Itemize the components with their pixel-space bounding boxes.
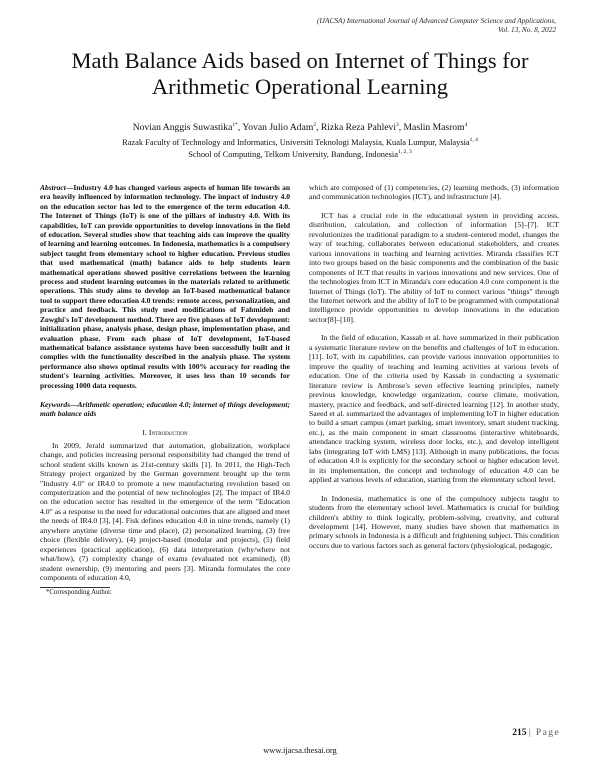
abstract-text: Industry 4.0 has changed various aspects of human life towards an era heavily influenced by information technology. The impact of industry 4.0 on the education sector has led to the emergence of the term education 4.0. The Internet of Things (IoT) is one of the pillars of industry 4.0. With its capabilities, IoT can provide opportunities to develop innovations in the field of education. Several studies show that teaching aids can improve the quality of learning and learning outcomes. In Indonesia, mathematics is a compulsory subject taught from elementary school to higher education. Previous studies that used mathematical (math) balance aids to help students learn mathematical operations showed positive correlations between the learning process and student learning outcomes in the materials related to arithmetic operations. This study aims to develop an IoT-based mathematical balance tool to support three education 4.0 trends: remote access, personalization, and practice and feedback. This study used modifications of Fahmideh and Zowghi's IoT development method. There are five phases of IoT development: initialization phase, analysis phase, design phase, implementation phase, and evaluation phase. From each phase of IoT development, IoT-based mathematical balance assistance systems have been successfully built and it complies with the functionality described in the analysis phase. The system performance also shows optimal results with 100% accuracy for reading the student's learning activities. Moreover, it uses less than 10 seconds for processing 1000 data requests.: [40, 183, 290, 390]
page-number-value: 215: [512, 728, 527, 738]
body-paragraph: In the field of education, Kassab et al. have summarized in their publication a systematic literature review on the benefits and challenges of IoT in education. [11]. IoT, with its capabilities, can provide various innovation opportunities to improve the quality of teaching and learning activities at various levels of education. One of the criteria used by Kassab in conducting a systematic literature review is Ambrose's seven effective learning principles, namely previous knowledge, knowledge organization, course climate, motivation, mastery, practice and feedback, and self-directed learning [12]. In another study, Saeed et al. summarized the advantages of implementing IoT in higher education to build a smart campus (smart parking, smart inventory, smart student tracking, etc.), as the main component in smart classrooms (interactive whiteboards, attendance tracking system, wireless door locks, etc.), and develop intelligent labs (integrating IoT with LMS) [13]. Although in many publications, the focus of education 4.0 is explicitly for the secondary school or higher education level, in its implementation, the concept and technology of education 4.0 can be applied at various levels of education, starting from the elementary school level.: [309, 333, 559, 485]
affiliation-line: Razak Faculty of Technology and Informatics, Universiti Teknologi Malaysia, Kuala Lumpur, Malaysia$^{1, 4}$: [122, 137, 478, 147]
footnote: *Corresponding Author.: [46, 588, 112, 596]
body-paragraph: which are composed of (1) competencies, (2) learning methods, (3) information and communication technologies (ICT), and infrastructure [4].: [309, 183, 559, 202]
affiliation-line: School of Computing, Telkom University, Bandung, Indonesia$^{1, 2, 3}$: [188, 148, 412, 159]
page-number-label: | Page: [528, 728, 560, 738]
affiliations: [40, 137, 560, 160]
paper-title: [40, 48, 560, 100]
author-list: Novian Anggis Suwastika$^{1*}$, Yovan Julio Adam$^2$, Rizka Reza Pahlevi$^3$, Maslin Masrom$^4$: [132, 121, 468, 133]
body-paragraph: In Indonesia, mathematics is one of the compulsory subjects taught to students from the elementary school level. Mathematics is crucial for building children's ability to think logically, problem-solving, creativity, and cultural development [14]. However, many studies have shown that mathematics in primary schools in Indonesia is a difficult and frightening subject. This condition occurs due to various factors such as general factors (physiological, pedagogic,: [309, 493, 559, 550]
right-column: [309, 183, 559, 550]
abstract: [40, 183, 290, 390]
left-column: [40, 183, 290, 597]
footer-url: www.ijacsa.thesai.org: [263, 746, 337, 755]
author-name: Novian Anggis Suwastika: [132, 122, 233, 133]
journal-header-line1: (IJACSA) International Journal of Advanced Computer Science and Applications,: [316, 16, 556, 25]
keywords: Keywords—Arithmetic operation; education 4.0; internet of things development; math balance aids: [40, 399, 290, 419]
body-paragraph: In 2009, Jerald summarized that automation, globalization, workplace change, and policies increasing personal responsibility had changed the trend of school student skills known as 21st-century skills [1]. In 2011, the High-Tech Strategy project organized by the German government brought up the term "Industry 4.0" or IR4.0 to promote a new manufacturing revolution based on computerization and the potential of new technologies [2]. The impact of IR4.0 on the education sector has resulted in the emergence of the term "Education 4.0" as a response to the need for educational outcomes that are aligned and meet the needs of IR4.0 [3], [4]. Fisk defines education 4.0 in nine trends, namely (1) anywhere anytime (diverse time and place), (2) personalized learning, (3) free choice (flexible delivery), (4) project-based (modular and projects), (5) field experiences (practical application), (6) data interpretation (why/where not what/how), (7) complexity change of exams (evaluated not examined), (8) student ownership, (9) mentoring and peers [3]. Miranda formulates the core components of education 4.0,: [40, 440, 290, 583]
author-marker: 4: [464, 121, 468, 128]
author-marker: 3: [395, 121, 399, 128]
author-name: Yovan Julio Adam: [242, 122, 314, 133]
body-paragraph: ICT has a crucial role in the educational system in providing access, distribution, calculation, and collection of information [5]–[7]. ICT revolutionizes the traditional paradigm to a student-centered model, changes the way of teaching, collaborates between educational stakeholders, and creates various innovations in teaching and learning activities. Miranda classifies ICT into two groups based on the basic components and the combination of the basic components of ICT that results in various innovations and new services. One of the technologies from ICT in Miranda's core education 4.0 core component is the Internet of Things (IoT). The ability of IoT to connect various "things" through the Internet network and the ability of IoT to be programmed with computational intelligence provide opportunities to develop innovations in the education sector[8]–[10].: [309, 210, 559, 324]
journal-header-line2: Vol. 13, No. 8, 2022: [498, 25, 556, 34]
paper-title-line2: Arithmetic Operational Learning: [151, 74, 449, 99]
journal-header: [136, 16, 556, 34]
paper-title-line1: Math Balance Aids based on Internet of Things for: [71, 48, 529, 73]
author-name: Rizka Reza Pahlevi: [320, 122, 396, 133]
author-name: Maslin Masrom: [403, 122, 465, 133]
abstract-lead: Abstract—: [40, 183, 74, 192]
author-marker: 1*: [232, 121, 238, 128]
section-heading: I. Introduction: [142, 427, 188, 437]
author-marker: 2: [313, 121, 317, 128]
page-number: [512, 728, 560, 738]
